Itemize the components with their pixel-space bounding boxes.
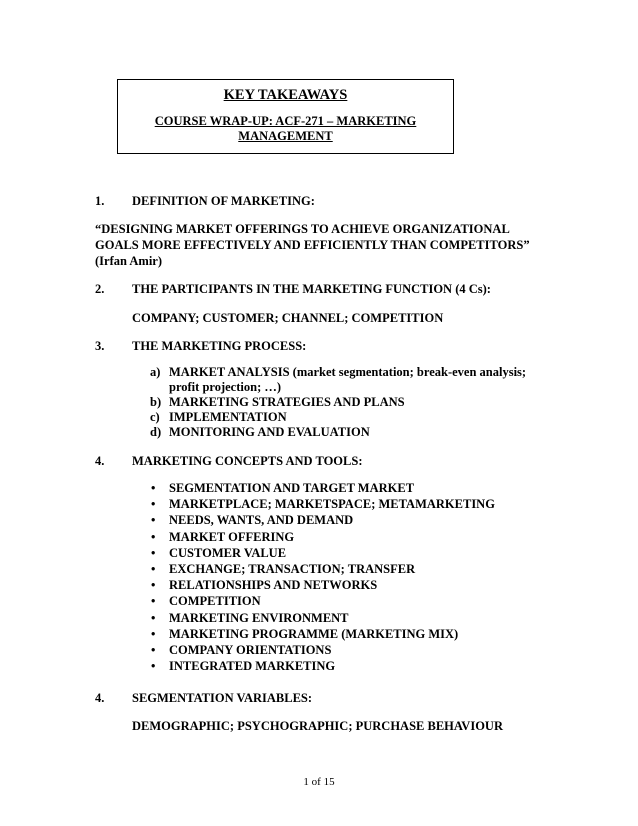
list-item — [150, 642, 495, 658]
bullet-icon: • — [151, 659, 156, 674]
section-number: 1. — [95, 194, 105, 208]
list-item — [150, 410, 559, 425]
marketing-definition-quote: “DESIGNING MARKET OFFERINGS TO ACHIEVE ORGANIZATIONAL GOALS MORE EFFECTIVELY AND EFFICIENTLY THAN COMPETITORS” (Irfan Amir) — [95, 222, 530, 268]
bullet-icon: • — [151, 497, 156, 512]
list-item — [150, 512, 495, 528]
bullet-icon: • — [151, 529, 156, 544]
section-heading: SEGMENTATION VARIABLES: — [132, 691, 313, 705]
list-item-text: MARKET ANALYSIS (market segmentation; break-even analysis; profit projection; …) — [169, 365, 527, 394]
bullet-icon: • — [151, 578, 156, 593]
list-item — [150, 529, 495, 545]
bullet-icon: • — [151, 481, 156, 495]
page-number: 1 of 15 — [303, 776, 335, 788]
list-item-text: SEGMENTATION AND TARGET MARKET — [169, 481, 415, 495]
list-item — [150, 496, 495, 512]
list-item — [150, 658, 495, 674]
section-text: COMPANY; CUSTOMER; CHANNEL; COMPETITION — [132, 311, 444, 325]
section-heading: DEFINITION OF MARKETING: — [132, 194, 315, 208]
list-item — [150, 365, 559, 395]
process-list — [150, 365, 559, 440]
course-subtitle: COURSE WRAP-UP: ACF-271 – MARKETING MANAGEMENT — [154, 114, 417, 143]
list-item — [150, 425, 559, 440]
list-item-text: MARKETPLACE; MARKETSPACE; METAMARKETING — [169, 497, 495, 512]
list-item — [150, 561, 495, 577]
list-marker: a) — [150, 365, 161, 379]
list-item — [150, 480, 495, 496]
section-number: 2. — [95, 282, 105, 296]
list-item-text: MARKET OFFERING — [169, 529, 295, 544]
list-item-text: INTEGRATED MARKETING — [169, 659, 336, 674]
list-marker: b) — [150, 395, 162, 409]
list-item-text: NEEDS, WANTS, AND DEMAND — [169, 513, 354, 528]
list-item-text: IMPLEMENTATION — [169, 410, 287, 424]
bullet-icon: • — [151, 610, 156, 625]
list-item-text: COMPETITION — [169, 594, 261, 609]
list-item — [150, 593, 495, 609]
title-box — [117, 79, 454, 154]
list-marker: c) — [150, 410, 160, 424]
section-heading: THE PARTICIPANTS IN THE MARKETING FUNCTION (4 Cs): — [132, 282, 491, 296]
list-item — [150, 610, 495, 626]
list-marker: d) — [150, 425, 162, 439]
list-item-text: MONITORING AND EVALUATION — [169, 425, 370, 439]
list-item-text: COMPANY ORIENTATIONS — [169, 642, 332, 657]
list-item — [150, 395, 559, 410]
section-number: 3. — [95, 339, 105, 353]
list-item-text: RELATIONSHIPS AND NETWORKS — [169, 578, 378, 593]
section-heading: MARKETING CONCEPTS AND TOOLS: — [132, 454, 363, 468]
section-number: 4. — [95, 454, 105, 468]
concepts-list — [150, 480, 495, 674]
list-item-text: MARKETING PROGRAMME (MARKETING MIX) — [169, 626, 459, 641]
list-item — [150, 577, 495, 593]
bullet-icon: • — [151, 642, 156, 657]
section-number: 4. — [95, 691, 105, 705]
list-item-text: EXCHANGE; TRANSACTION; TRANSFER — [169, 561, 416, 576]
bullet-icon: • — [151, 594, 156, 609]
section-heading: THE MARKETING PROCESS: — [132, 339, 307, 353]
list-item — [150, 545, 495, 561]
bullet-icon: • — [151, 626, 156, 641]
bullet-icon: • — [151, 545, 156, 560]
list-item — [150, 626, 495, 642]
section-text: DEMOGRAPHIC; PSYCHOGRAPHIC; PURCHASE BEHAVIOUR — [132, 719, 503, 733]
page-title: KEY TAKEAWAYS — [223, 87, 348, 103]
list-item-text: MARKETING STRATEGIES AND PLANS — [169, 395, 405, 409]
bullet-icon: • — [151, 513, 156, 528]
bullet-icon: • — [151, 561, 156, 576]
list-item-text: MARKETING ENVIRONMENT — [169, 610, 349, 625]
list-item-text: CUSTOMER VALUE — [169, 545, 287, 560]
